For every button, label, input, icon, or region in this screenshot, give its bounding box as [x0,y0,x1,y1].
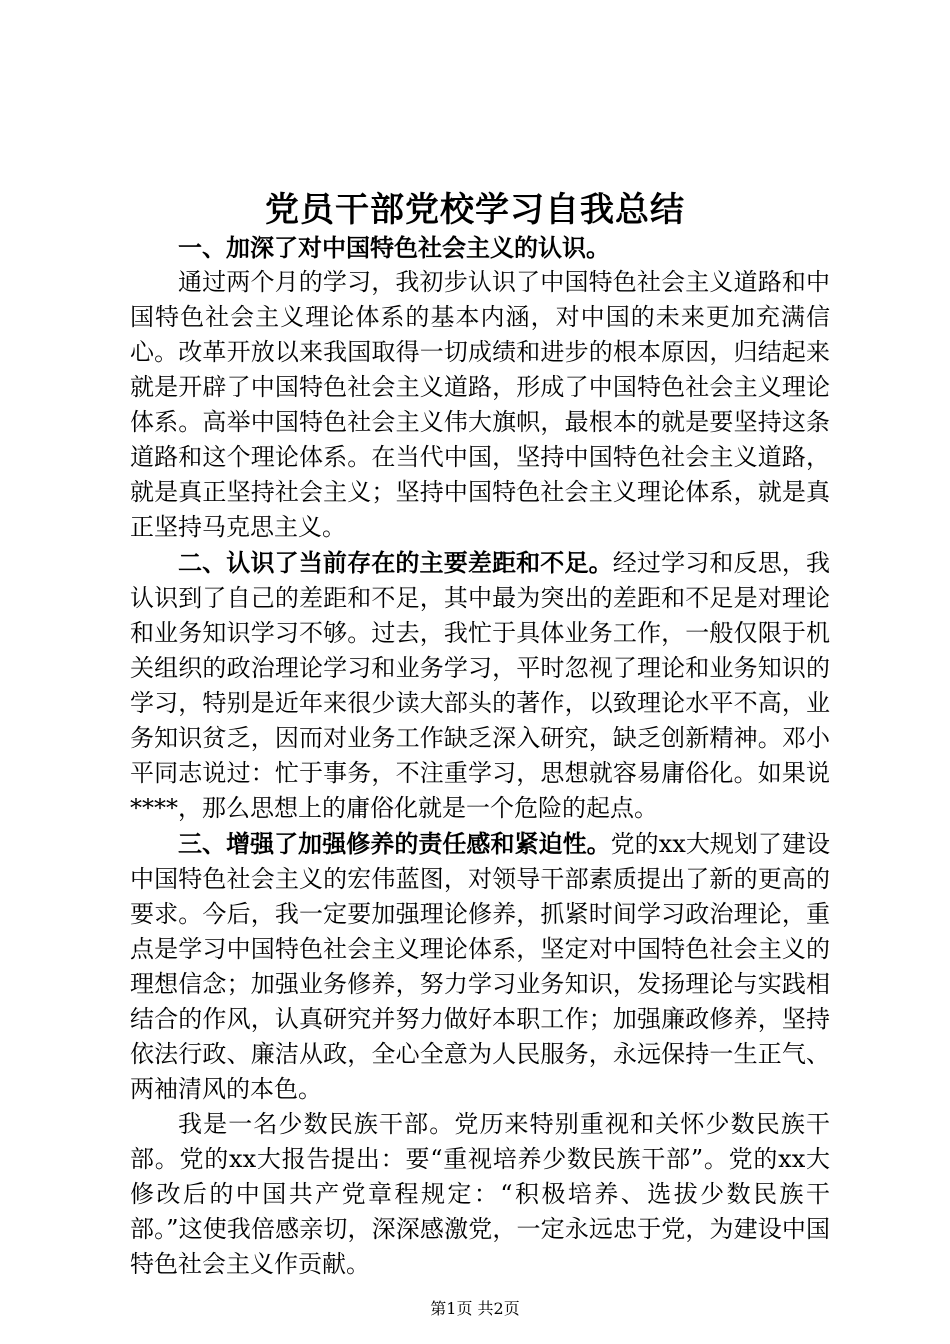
document-body [130,230,830,1282]
section-1-paragraph: 通过两个月的学习，我初步认识了中国特色社会主义道路和中国特色社会主义理论体系的基本内涵，对中国的未来更加充满信心。改革开放以来我国取得一切成绩和进步的根本原因，归结起来就是开辟了中国特色社会主义道路，形成了中国特色社会主义理论体系。高举中国特色社会主义伟大旗帜，最根本的就是要坚持这条道路和这个理论体系。在当代中国，坚持中国特色社会主义道路，就是真正坚持社会主义；坚持中国特色社会主义理论体系，就是真正坚持马克思主义。 [130,268,830,541]
section-2-paragraph [130,545,830,826]
section-3-heading: 三、增强了加强修养的责任感和紧迫性。 [178,829,611,858]
section-2-text: 经过学习和反思，我认识到了自己的差距和不足，其中最为突出的差距和不足是对理论和业务知识学习不够。过去，我忙于具体业务工作，一般仅限于机关组织的政治理论学习和业务学习，平时忽视了理论和业务知识的学习，特别是近年来很少读大部头的著作，以致理论水平不高，业务知识贫乏，因而对业务工作缺乏深入研究，缺乏创新精神。邓小平同志说过：忙于事务，不注重学习，思想就容易庸俗化。如果说****，那么思想上的庸俗化就是一个危险的起点。 [130,549,831,822]
section-3-paragraph [130,826,830,1107]
document-title: 党员干部党校学习自我总结 [265,190,685,230]
section-3-text: 党的xx大规划了建设中国特色社会主义的宏伟蓝图，对领导干部素质提出了新的更高的要求。今后，我一定要加强理论修养，抓紧时间学习政治理论，重点是学习中国特色社会主义理论体系，坚定对中国特色社会主义的理想信念；加强业务修养，努力学习业务知识，发扬理论与实践相结合的作风，认真研究并努力做好本职工作；加强廉政修养，坚持依法行政、廉洁从政，全心全意为人民服务，永远保持一生正气、两袖清风的本色。 [130,830,830,1103]
section-1-heading: 一、加深了对中国特色社会主义的认识。 [178,233,610,262]
section-4-paragraph: 我是一名少数民族干部。党历来特别重视和关怀少数民族干部。党的xx大报告提出：要“重视培养少数民族干部”。党的xx大修改后的中国共产党章程规定：“积极培养、选拔少数民族干部。”这使我倍感亲切，深深感激党，一定永远忠于党，为建设中国特色社会主义作贡献。 [130,1110,830,1278]
page-number-footer: 第1页 共2页 [430,1299,520,1318]
section-2-heading: 二、认识了当前存在的主要差距和不足。 [178,548,613,577]
